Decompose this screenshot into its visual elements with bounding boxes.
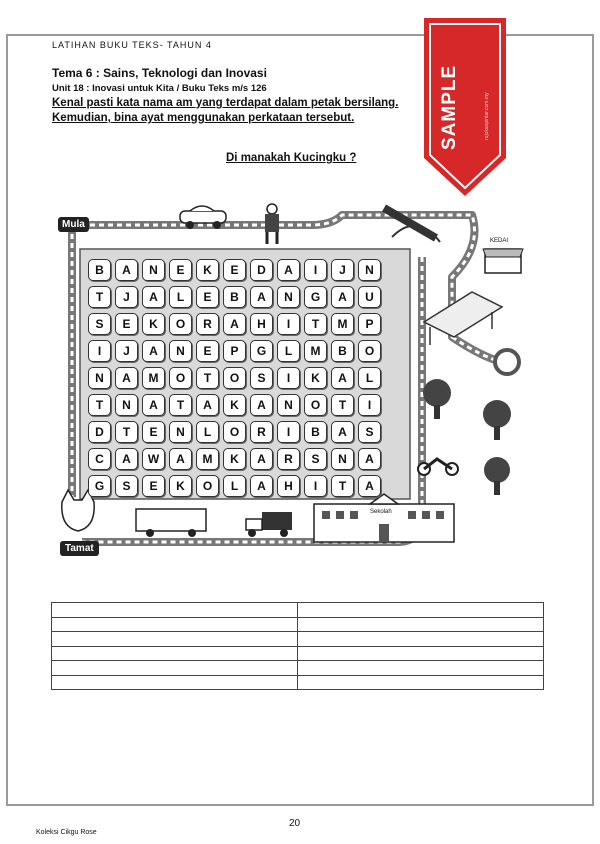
grid-cell: J [115,340,138,362]
grid-cell: A [115,367,138,389]
grid-cell: T [88,394,111,416]
grid-cell: S [358,421,381,443]
instruction-line-1: Kenal pasti kata nama am yang terdapat dalam petak bersilang. [52,97,399,109]
grid-cell: D [250,259,273,281]
grid-cell: T [169,394,192,416]
watermark-site: rujukanpintar.com.my [484,92,490,140]
grid-cell: R [250,421,273,443]
grid-cell: O [223,367,246,389]
answer-sentence-cell[interactable] [298,632,544,647]
answer-word-cell[interactable] [52,675,298,690]
answer-sentence-cell[interactable] [298,646,544,661]
grid-cell: A [331,367,354,389]
grid-cell: M [331,313,354,335]
grid-cell: N [115,394,138,416]
grid-cell: S [115,475,138,497]
grid-cell: P [223,340,246,362]
answer-sentence-cell[interactable] [298,603,544,618]
answer-word-cell[interactable] [52,661,298,676]
answer-table [51,602,544,690]
grid-cell: I [277,421,300,443]
grid-cell: T [331,475,354,497]
truck-icon [246,512,292,537]
grid-cell: E [196,340,219,362]
instruction-line-2: Kemudian, bina ayat menggunakan perkataan tersebut. [52,112,355,124]
grid-cell: A [250,286,273,308]
grid-cell: I [277,367,300,389]
grid-cell: T [88,286,111,308]
grid-cell: A [331,286,354,308]
grid-cell: N [277,286,300,308]
answer-row [52,675,544,690]
answer-row [52,646,544,661]
grid-cell: M [196,448,219,470]
grid-cell: T [115,421,138,443]
answer-sentence-cell[interactable] [298,661,544,676]
answer-word-cell[interactable] [52,646,298,661]
theme-title: Tema 6 : Sains, Teknologi dan Inovasi [52,66,267,80]
school-building-icon [314,494,454,542]
grid-cell: T [196,367,219,389]
shop-label: KEDAI [490,238,509,244]
bridge-icon [382,205,440,242]
answer-sentence-cell[interactable] [298,617,544,632]
grid-cell: C [88,448,111,470]
grid-cell: I [88,340,111,362]
grid-cell: K [304,367,327,389]
grid-cell: O [304,394,327,416]
grid-cell: M [304,340,327,362]
school-label: Sekolah [370,509,392,515]
worksheet-series: LATIHAN BUKU TEKS- TAHUN 4 [52,40,212,50]
grid-cell: A [223,313,246,335]
grid-cell: A [331,421,354,443]
answer-word-cell[interactable] [52,617,298,632]
grid-cell: N [169,340,192,362]
grid-cell: E [115,313,138,335]
grid-cell: N [358,259,381,281]
frame-right [592,34,594,806]
word-search-grid [86,257,383,500]
grid-cell: S [304,448,327,470]
grid-cell: R [196,313,219,335]
grid-cell: H [250,313,273,335]
grid-cell: I [277,313,300,335]
grid-cell: K [223,394,246,416]
grid-cell: E [142,475,165,497]
grid-cell: B [331,340,354,362]
start-label: Mula [58,217,89,232]
grid-cell: K [169,475,192,497]
sample-watermark: SAMPLE [439,64,460,150]
grid-cell: I [304,475,327,497]
grid-cell: A [142,340,165,362]
grid-cell: E [223,259,246,281]
tree-icon [423,379,511,495]
answer-row [52,661,544,676]
grid-cell: G [88,475,111,497]
grid-cell: N [169,421,192,443]
grid-cell: K [196,259,219,281]
grid-cell: A [169,448,192,470]
end-label: Tamat [60,541,99,556]
frame-left [6,34,8,806]
answer-word-cell[interactable] [52,632,298,647]
puzzle-title: Di manakah Kucingku ? [226,152,357,164]
grid-cell: A [142,394,165,416]
policeman-icon [265,204,279,244]
grid-cell: M [142,367,165,389]
grid-cell: E [196,286,219,308]
grid-cell: S [88,313,111,335]
answer-word-cell[interactable] [52,603,298,618]
grid-cell: T [304,313,327,335]
grid-cell: O [169,313,192,335]
grid-cell: K [142,313,165,335]
shop-icon [483,249,523,273]
grid-cell: O [358,340,381,362]
grid-cell: J [331,259,354,281]
grid-cell: A [358,475,381,497]
grid-cell: N [277,394,300,416]
grid-cell: A [250,475,273,497]
frame-bottom [6,804,594,806]
grid-cell: N [331,448,354,470]
grid-cell: L [358,367,381,389]
grid-cell: O [223,421,246,443]
page-number: 20 [289,818,301,829]
grid-cell: A [196,394,219,416]
grid-cell: G [304,286,327,308]
answer-sentence-cell[interactable] [298,675,544,690]
grid-cell: A [277,259,300,281]
grid-cell: A [358,448,381,470]
grid-cell: B [304,421,327,443]
sample-ribbon-icon [424,18,506,198]
grid-cell: I [358,394,381,416]
grid-cell: K [223,448,246,470]
answer-row [52,603,544,618]
grid-cell: D [88,421,111,443]
answer-row [52,632,544,647]
grid-cell: L [169,286,192,308]
grid-cell: S [250,367,273,389]
grid-cell: E [169,259,192,281]
unit-subtitle: Unit 18 : Inovasi untuk Kita / Buku Teks m/s 126 [52,83,267,94]
grid-cell: G [250,340,273,362]
grid-cell: W [142,448,165,470]
grid-cell: A [115,259,138,281]
grid-cell: E [142,421,165,443]
grid-cell: N [88,367,111,389]
grid-cell: L [277,340,300,362]
grid-cell: O [196,475,219,497]
grid-cell: N [142,259,165,281]
walkway-icon [424,292,502,345]
grid-cell: L [223,475,246,497]
grid-cell: U [358,286,381,308]
grid-cell: J [115,286,138,308]
grid-cell: A [250,394,273,416]
bus-icon [136,509,206,537]
grid-cell: B [223,286,246,308]
grid-cell: I [304,259,327,281]
grid-cell: B [88,259,111,281]
answer-row [52,617,544,632]
grid-cell: R [277,448,300,470]
grid-cell: A [250,448,273,470]
grid-cell: T [331,394,354,416]
footer-credit: Koleksi Cikgu Rose [36,829,97,836]
grid-cell: A [142,286,165,308]
grid-cell: A [115,448,138,470]
grid-cell: H [277,475,300,497]
grid-cell: O [169,367,192,389]
grid-cell: P [358,313,381,335]
grid-cell: L [196,421,219,443]
